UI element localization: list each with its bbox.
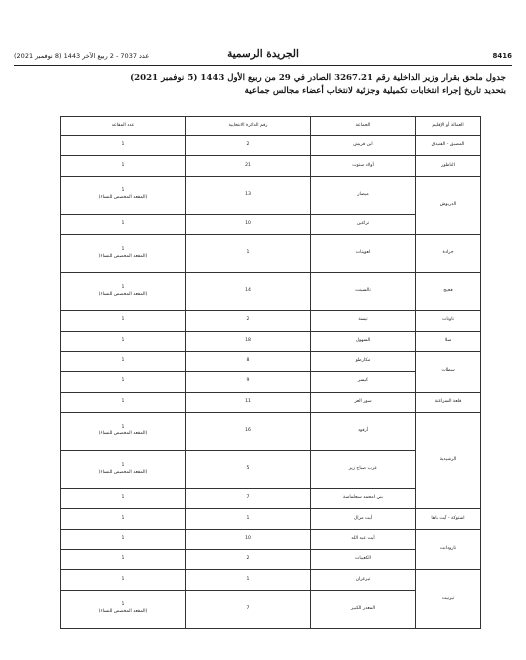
seat-count: 1 <box>121 284 125 290</box>
region-cell: الرشيدية <box>416 412 481 509</box>
commune-cell: أيت عبد الله <box>311 529 416 549</box>
seat-count: 1 <box>121 337 125 343</box>
seats-cell <box>61 176 186 214</box>
women-seat-note: (المقعد المخصص للنساء) <box>98 195 148 201</box>
table-row <box>61 311 481 331</box>
page-header <box>14 50 512 64</box>
district-cell: 1 <box>186 509 311 529</box>
commune-cell: أرفود <box>311 412 416 450</box>
commune-cell: أيت مزال <box>311 509 416 529</box>
district-cell: 8 <box>186 351 311 371</box>
women-seat-note: (المقعد المخصص للنساء) <box>98 431 148 437</box>
column-header-commune: الجماعة <box>311 117 416 136</box>
seats-cell <box>61 550 186 570</box>
table-row <box>61 136 481 156</box>
women-seat-note: (المقعد المخصص للنساء) <box>98 609 148 615</box>
commune-cell: تزاغين <box>311 214 416 234</box>
commune-cell: لعوينات <box>311 235 416 273</box>
region-cell: جرادة <box>416 235 481 273</box>
region-cell: فجيج <box>416 273 481 311</box>
seat-count: 1 <box>121 142 125 148</box>
table-row <box>61 156 481 176</box>
table-row <box>61 351 481 371</box>
region-cell: تارودانت <box>416 529 481 570</box>
column-header-region: العمالة أو الإقليم <box>416 117 481 136</box>
region-cell: اشتوكة - آيت باها <box>416 509 481 529</box>
district-cell: 7 <box>186 489 311 509</box>
seat-count: 1 <box>121 602 125 608</box>
district-cell: 2 <box>186 136 311 156</box>
district-cell: 2 <box>186 550 311 570</box>
region-cell: الناظور <box>416 156 481 176</box>
seats-cell <box>61 136 186 156</box>
seat-count: 1 <box>121 576 125 582</box>
seat-count: 1 <box>121 556 125 562</box>
commune-cell: أولاد ستوت <box>311 156 416 176</box>
table-header-row <box>61 117 481 136</box>
seats-cell <box>61 570 186 590</box>
seat-count: 1 <box>121 378 125 384</box>
seat-count: 1 <box>121 246 125 252</box>
commune-cell: المعدر الكبير <box>311 590 416 628</box>
women-seat-note: (المقعد المخصص للنساء) <box>98 469 148 475</box>
district-cell: 10 <box>186 214 311 234</box>
seat-count: 1 <box>121 188 125 194</box>
table-row <box>61 392 481 412</box>
seat-count: 1 <box>121 317 125 323</box>
women-seat-note: (المقعد المخصص للنساء) <box>98 253 148 259</box>
district-cell: 7 <box>186 590 311 628</box>
region-cell: الدريوش <box>416 176 481 234</box>
region-cell: سلا <box>416 331 481 351</box>
seats-cell <box>61 214 186 234</box>
seats-cell <box>61 529 186 549</box>
seats-cell <box>61 351 186 371</box>
commune-cell: تيزغران <box>311 570 416 590</box>
seats-cell <box>61 509 186 529</box>
seat-count: 1 <box>121 162 125 168</box>
document-title-line-2: بتحديد تاريخ إجراء انتخابات تكميلية وجزئية لانتخاب أعضاء مجالس جماعية <box>244 86 506 96</box>
seat-count: 1 <box>121 220 125 226</box>
table-row <box>61 570 481 590</box>
seats-cell <box>61 451 186 489</box>
seat-count: 1 <box>121 495 125 501</box>
table-row <box>61 273 481 311</box>
district-cell: 9 <box>186 372 311 392</box>
commune-cell: ابن قريش <box>311 136 416 156</box>
commune-cell: عرب صباح زيز <box>311 451 416 489</box>
seats-cell <box>61 412 186 450</box>
commune-cell: سور العز <box>311 392 416 412</box>
commune-cell: كيسر <box>311 372 416 392</box>
women-seat-note: (المقعد المخصص للنساء) <box>98 291 148 297</box>
table-row <box>61 509 481 529</box>
region-cell: سطات <box>416 351 481 392</box>
header-divider <box>14 65 512 66</box>
seats-cell <box>61 590 186 628</box>
elections-table <box>60 116 481 629</box>
gazette-name: الجريدة الرسمية <box>227 48 299 60</box>
seats-cell <box>61 331 186 351</box>
commune-cell: الكعيبات <box>311 550 416 570</box>
commune-cell: تيسة <box>311 311 416 331</box>
seats-cell <box>61 156 186 176</box>
table-row <box>61 235 481 273</box>
district-cell: 16 <box>186 412 311 450</box>
district-cell: 18 <box>186 331 311 351</box>
seats-cell <box>61 372 186 392</box>
table-row <box>61 529 481 549</box>
district-cell: 13 <box>186 176 311 214</box>
region-cell: تيزنيت <box>416 570 481 629</box>
seats-cell <box>61 235 186 273</box>
commune-cell: تالسينت <box>311 273 416 311</box>
document-title-line-1: جدول ملحق بقرار وزير الداخلية رقم 3267.21 الصادر في 29 من ربيع الأول 1443 (5 نوفمبر 2021) <box>130 73 506 83</box>
district-cell: 11 <box>186 392 311 412</box>
commune-cell: السهول <box>311 331 416 351</box>
district-cell: 21 <box>186 156 311 176</box>
district-cell: 10 <box>186 529 311 549</box>
region-cell: قلعة السراغنة <box>416 392 481 412</box>
district-cell: 5 <box>186 451 311 489</box>
table-row <box>61 412 481 450</box>
commune-cell: ميضار <box>311 176 416 214</box>
seats-cell <box>61 273 186 311</box>
seats-cell <box>61 392 186 412</box>
region-cell: المضيق - الفنيدق <box>416 136 481 156</box>
table-row <box>61 176 481 214</box>
seats-cell <box>61 311 186 331</box>
seats-cell <box>61 489 186 509</box>
seat-count: 1 <box>121 358 125 364</box>
district-cell: 1 <box>186 235 311 273</box>
issue-info: عدد 7037 - 2 ربيع الآخر 1443 (8 نوفمبر 2021) <box>14 52 150 60</box>
seat-count: 1 <box>121 398 125 404</box>
commune-cell: مكارطو <box>311 351 416 371</box>
page-number: 8416 <box>492 52 512 60</box>
commune-cell: بني امحمد سجلماسة <box>311 489 416 509</box>
seat-count: 1 <box>121 515 125 521</box>
district-cell: 1 <box>186 570 311 590</box>
seat-count: 1 <box>121 424 125 430</box>
seat-count: 1 <box>121 462 125 468</box>
region-cell: تاونات <box>416 311 481 331</box>
district-cell: 14 <box>186 273 311 311</box>
column-header-seats: عدد المقاعد <box>61 117 186 136</box>
district-cell: 2 <box>186 311 311 331</box>
seat-count: 1 <box>121 535 125 541</box>
table-row <box>61 331 481 351</box>
column-header-district: رقم الدائرة الانتخابية <box>186 117 311 136</box>
